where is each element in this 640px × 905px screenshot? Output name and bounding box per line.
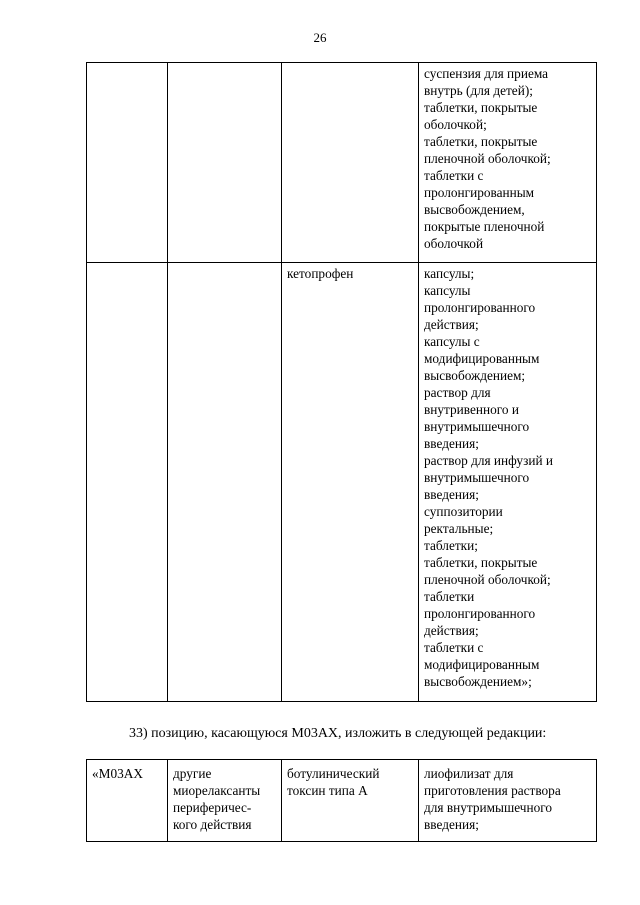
drug-table-m03ax <box>86 759 597 842</box>
form-line: действия; <box>424 317 479 332</box>
drug-line: ботулинический <box>287 766 380 781</box>
atc-code-cell <box>87 263 168 702</box>
form-line: пленочной оболочкой; <box>424 572 551 587</box>
form-line: капсулы <box>424 283 471 298</box>
form-line: суппозитории <box>424 504 503 519</box>
group-line: миорелаксанты <box>173 783 261 798</box>
form-line: введения; <box>424 436 479 451</box>
drug-name-cell <box>282 63 419 263</box>
form-line: пленочной оболочкой; <box>424 151 551 166</box>
group-line: кого действия <box>173 817 252 832</box>
form-line: раствор для инфузий и <box>424 453 554 468</box>
page-number: 26 <box>313 30 327 45</box>
group-cell <box>168 63 282 263</box>
atc-code-cell <box>87 63 168 263</box>
dosage-forms-cell <box>419 760 597 842</box>
form-line: таблетки; <box>424 538 478 553</box>
group-cell <box>168 263 282 702</box>
form-line: пролонгированного <box>424 606 536 621</box>
form-line: внутривенного и <box>424 402 519 417</box>
form-line: оболочкой <box>424 236 484 251</box>
dosage-forms-cell <box>419 63 597 263</box>
group-line: другие <box>173 766 212 781</box>
dosage-forms-cell <box>419 263 597 702</box>
atc-code-cell: «M03AX <box>87 760 168 842</box>
form-line: таблетки, покрытые <box>424 100 538 115</box>
form-line: суспензия для приема <box>424 66 549 81</box>
drug-name-cell: кетопрофен <box>282 263 419 702</box>
form-line: ректальные; <box>424 521 494 536</box>
form-line: лиофилизат для <box>424 766 514 781</box>
form-line: раствор для <box>424 385 491 400</box>
group-line: периферичес- <box>173 800 252 815</box>
form-line: таблетки с <box>424 640 484 655</box>
form-line: внутримышечного <box>424 419 530 434</box>
group-cell <box>168 760 282 842</box>
form-line: внутримышечного <box>424 470 530 485</box>
form-line: капсулы с <box>424 334 480 349</box>
drug-table-continued <box>86 62 597 702</box>
form-line: внутрь (для детей); <box>424 83 533 98</box>
form-line: высвобождением, <box>424 202 525 217</box>
form-line: приготовления раствора <box>424 783 561 798</box>
form-line: таблетки <box>424 589 475 604</box>
form-line: высвобождением»; <box>424 674 532 689</box>
form-line: действия; <box>424 623 479 638</box>
form-line: таблетки, покрытые <box>424 134 538 149</box>
form-line: для внутримышечного <box>424 800 553 815</box>
form-line: капсулы; <box>424 266 475 281</box>
form-line: пролонгированным <box>424 185 535 200</box>
table-row <box>87 760 597 842</box>
form-line: модифицированным <box>424 657 540 672</box>
form-line: введения; <box>424 487 479 502</box>
table-row <box>87 263 597 702</box>
amendment-instruction: 33) позицию, касающуюся M03AX, изложить в следующей редакции: <box>129 726 547 741</box>
form-line: модифицированным <box>424 351 540 366</box>
form-line: оболочкой; <box>424 117 487 132</box>
table-row <box>87 63 597 263</box>
form-line: покрытые пленочной <box>424 219 545 234</box>
form-line: таблетки с <box>424 168 484 183</box>
form-line: пролонгированного <box>424 300 536 315</box>
drug-line: токсин типа A <box>287 783 368 798</box>
form-line: таблетки, покрытые <box>424 555 538 570</box>
form-line: высвобождением; <box>424 368 526 383</box>
drug-name-cell <box>282 760 419 842</box>
form-line: введения; <box>424 817 479 832</box>
